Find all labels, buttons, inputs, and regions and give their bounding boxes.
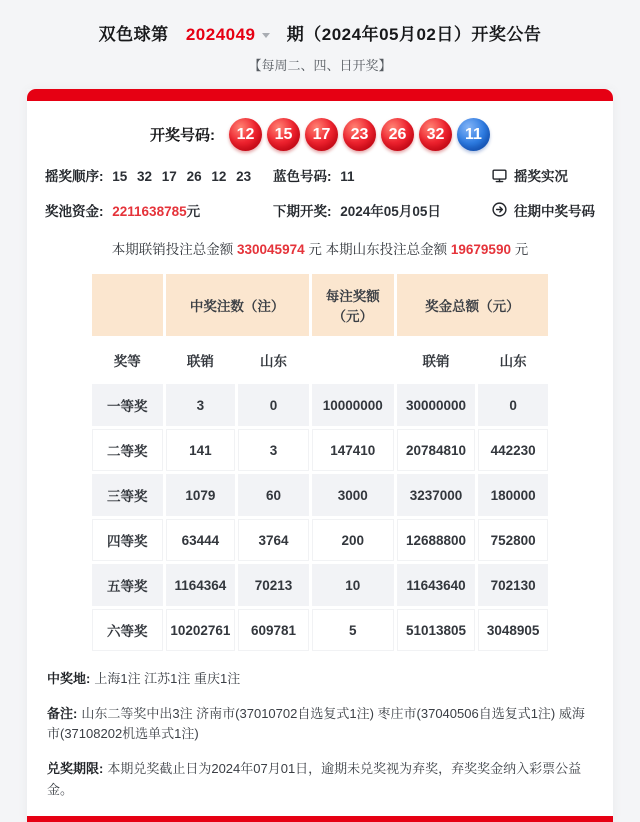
next-draw — [273, 200, 491, 222]
table-cell: 63444 — [166, 519, 236, 561]
table-cell: 1164364 — [166, 564, 236, 606]
prize-tier-cell: 三等奖 — [92, 474, 163, 516]
prize-tier-cell: 六等奖 — [92, 609, 163, 651]
table-cell: 20784810 — [397, 429, 475, 471]
table-cell: 70213 — [238, 564, 309, 606]
winning-location-label: 中奖地: — [47, 671, 91, 686]
draw-info-grid — [43, 161, 597, 223]
table-cell: 10000000 — [312, 384, 394, 426]
sub-header-empty — [312, 339, 394, 381]
table-cell: 3 — [166, 384, 236, 426]
page-title — [0, 0, 640, 45]
remark-value: 山东二等奖中出3注 济南市(37010702自选复式1注) 枣庄市(37040506自选复式1注) 威海市(37108202机选单式1注) — [47, 706, 585, 742]
prize-tier-cell: 一等奖 — [92, 384, 163, 426]
draw-schedule-note: 【每周二、四、日开奖】 — [248, 58, 392, 73]
table-cell: 3764 — [238, 519, 309, 561]
draw-order-label: 摇奖顺序: — [45, 169, 104, 184]
history-numbers-label: 往期中奖号码 — [514, 203, 595, 219]
prize-tier-cell: 五等奖 — [92, 564, 163, 606]
table-row — [92, 519, 548, 561]
prize-tier-cell: 四等奖 — [92, 519, 163, 561]
next-draw-value: 2024年05月05日 — [340, 203, 441, 219]
remark-line — [47, 704, 593, 744]
prize-table-body — [92, 384, 548, 651]
table-cell: 0 — [238, 384, 309, 426]
winning-location-line — [47, 669, 593, 689]
table-row — [92, 429, 548, 471]
chevron-down-icon — [262, 33, 270, 38]
table-row — [92, 474, 548, 516]
table-cell: 3000 — [312, 474, 394, 516]
group-header-bet-counts: 中奖注数（注） — [166, 274, 309, 336]
sub-header-national: 联销 — [166, 339, 236, 381]
redeem-deadline-line — [47, 759, 593, 799]
group-header-prize-total: 奖金总额（元） — [397, 274, 548, 336]
card-top-red-bar — [27, 89, 613, 101]
table-cell: 609781 — [238, 609, 309, 651]
totals-line — [43, 238, 597, 258]
table-row — [92, 384, 548, 426]
prize-pool-value: 2211638785 — [112, 203, 187, 219]
live-draw-link-wrap — [491, 165, 597, 187]
sub-header-national-2: 联销 — [397, 339, 475, 381]
table-cell: 180000 — [478, 474, 548, 516]
table-cell: 10202761 — [166, 609, 236, 651]
prize-pool — [45, 200, 273, 222]
red-ball: 23 — [343, 118, 376, 151]
title-suffix: 期（2024年05月02日）开奖公告 — [286, 25, 542, 44]
blue-ball: 11 — [457, 118, 490, 151]
table-cell: 3048905 — [478, 609, 548, 651]
table-cell: 702130 — [478, 564, 548, 606]
table-cell: 147410 — [312, 429, 394, 471]
totals-value-1: 330045974 — [237, 242, 305, 257]
card-body — [27, 101, 613, 816]
blue-number-label: 蓝色号码: — [273, 169, 332, 184]
draw-order-value: 15 32 17 26 12 23 — [112, 169, 252, 184]
table-row — [92, 564, 548, 606]
next-draw-label: 下期开奖: — [273, 203, 332, 219]
red-ball: 32 — [419, 118, 452, 151]
sub-header-shandong: 山东 — [238, 339, 309, 381]
table-cell: 30000000 — [397, 384, 475, 426]
red-ball: 12 — [229, 118, 262, 151]
table-cell: 10 — [312, 564, 394, 606]
table-cell: 11643640 — [397, 564, 475, 606]
prize-pool-label: 奖池资金: — [45, 203, 104, 219]
totals-value-2: 19679590 — [450, 242, 511, 257]
prize-pool-unit: 元 — [186, 203, 201, 219]
red-ball: 26 — [381, 118, 414, 151]
sub-header-tier: 奖等 — [92, 339, 163, 381]
announcement-card — [27, 89, 613, 822]
issue-number-dropdown[interactable] — [186, 25, 270, 44]
table-group-header-row — [92, 274, 548, 336]
table-cell: 60 — [238, 474, 309, 516]
card-bottom-red-bar — [27, 816, 613, 822]
draw-order — [45, 165, 273, 187]
arrow-circle-icon — [491, 201, 508, 218]
table-cell: 1079 — [166, 474, 236, 516]
monitor-icon — [491, 167, 508, 184]
table-cell: 5 — [312, 609, 394, 651]
totals-label-1: 本期联销投注总金额 — [111, 242, 234, 257]
table-cell: 752800 — [478, 519, 548, 561]
red-ball: 17 — [305, 118, 338, 151]
history-numbers-link[interactable] — [491, 200, 595, 220]
winning-location-value: 上海1注 江苏1注 重庆1注 — [94, 671, 241, 686]
blue-number-value: 11 — [340, 169, 355, 184]
table-cell: 12688800 — [397, 519, 475, 561]
group-header-empty — [92, 274, 163, 336]
prize-table — [89, 271, 551, 654]
table-sub-header-row — [92, 339, 548, 381]
table-row — [92, 609, 548, 651]
totals-label-2: 元 本期山东投注总金额 — [308, 242, 448, 257]
draw-numbers-row — [43, 113, 597, 161]
live-draw-link[interactable] — [491, 165, 568, 185]
history-link-wrap — [491, 200, 597, 222]
issue-number: 2024049 — [185, 25, 256, 44]
group-header-prize-per-bet: 每注奖额（元） — [312, 274, 394, 336]
table-cell: 3 — [238, 429, 309, 471]
totals-label-3: 元 — [514, 242, 529, 257]
live-draw-label: 摇奖实况 — [514, 169, 568, 184]
table-cell: 51013805 — [397, 609, 475, 651]
table-cell: 3237000 — [397, 474, 475, 516]
draw-numbers-label: 开奖号码: — [150, 127, 215, 144]
remark-label: 备注: — [47, 706, 78, 722]
redeem-deadline-label: 兑奖期限: — [47, 761, 104, 777]
table-cell: 141 — [166, 429, 236, 471]
table-cell: 442230 — [478, 429, 548, 471]
title-prefix: 双色球第 — [98, 25, 169, 44]
table-cell: 200 — [312, 519, 394, 561]
red-ball: 15 — [267, 118, 300, 151]
table-cell: 0 — [478, 384, 548, 426]
redeem-deadline-value: 本期兑奖截止日为2024年07月01日，逾期未兑奖视为弃奖，弃奖奖金纳入彩票公益金。 — [47, 761, 582, 797]
prize-tier-cell: 二等奖 — [92, 429, 163, 471]
sub-header-shandong-2: 山东 — [478, 339, 548, 381]
blue-number — [273, 165, 491, 187]
